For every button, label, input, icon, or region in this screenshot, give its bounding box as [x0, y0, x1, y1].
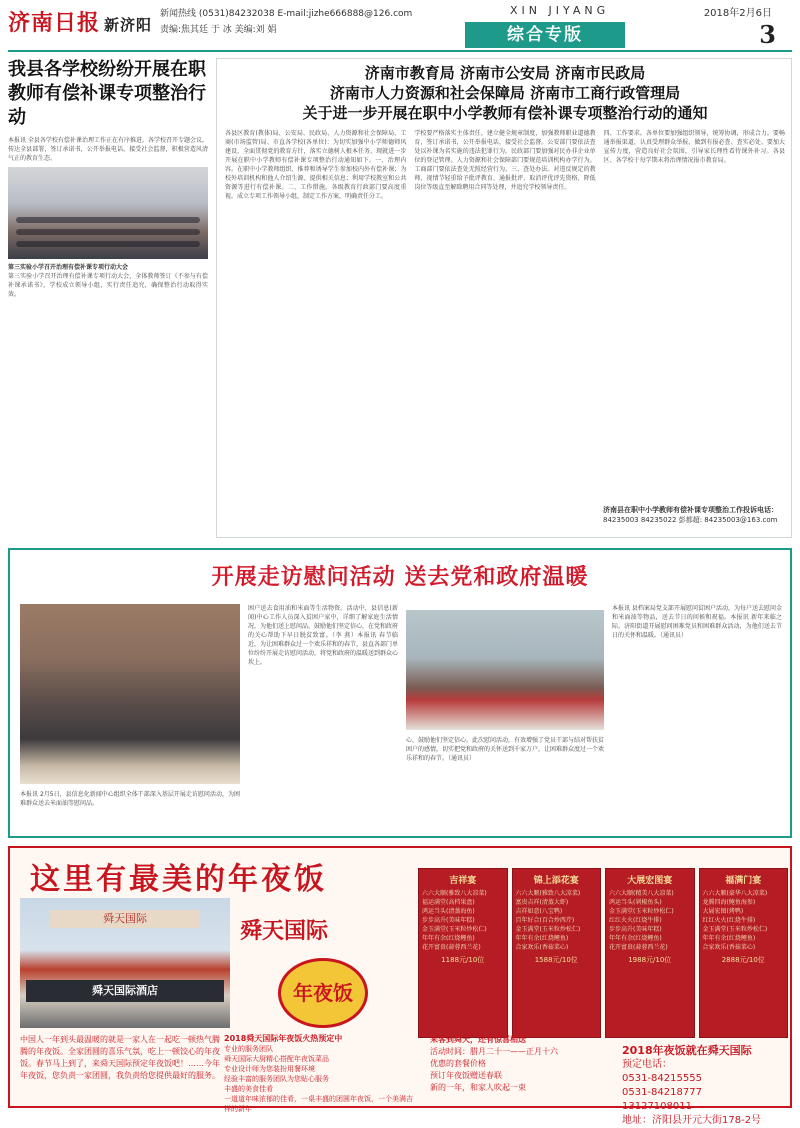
visit-section-title: 开展走访慰问活动 送去党和政府温暖 [211, 564, 589, 590]
menu-item: 花开富贵(蒜蓉西兰花) [422, 944, 481, 951]
ad-feature-list [224, 1034, 414, 1114]
page-header [0, 0, 800, 50]
menu-item: 金玉满堂(玉米粒炒松仁) [422, 926, 487, 933]
menu-item: 花开富贵(蒜蓉西兰花) [609, 944, 668, 951]
menu-card [699, 868, 789, 1038]
menu-item: 金玉满堂(玉米粒炒松仁) [702, 926, 768, 933]
left-article-body-2: 第三实验小学召开治理有偿补课专项行动大会，全体教师签订《不参与有偿补课承诺书》，学校成立领导小组，实行责任追究，确保整治行动取得实效。 [8, 273, 208, 298]
ad-contact-title: 2018年夜饭就在舜天国际 [622, 1044, 752, 1057]
menu-name: 吉祥宴 [449, 876, 477, 886]
left-article [8, 58, 208, 538]
visit-photo-group [20, 604, 240, 784]
menu-item: 百年好合(百合炒西芹) [515, 917, 575, 924]
visit-photo-home [406, 610, 604, 730]
menu-item: 鸿运当头(剁椒鱼头) [609, 899, 662, 906]
menu-item: 年年有余(红烧鲤鱼) [702, 935, 756, 942]
ad-promo-item: 活动时间：腊月二十一——正月十六 [430, 1047, 558, 1056]
meeting-photo [8, 167, 208, 259]
hotel-photo [20, 898, 230, 1028]
notice-columns [225, 129, 785, 529]
visit-section [8, 548, 792, 838]
menu-item: 鸿运当头(清蒸海鱼) [422, 908, 475, 915]
menu-name: 锦上添花宴 [533, 876, 579, 886]
ad-promo-item: 优惠的套餐价格 [430, 1059, 486, 1068]
ad-list-item: 专业的服务团队 [224, 1045, 273, 1053]
menu-item: 步步高升(美味年糕) [609, 926, 662, 933]
ad-blurb: 中国人一年到头最温暖的就是一家人在一起吃一顿热气腾腾的年夜饭。全家团圆的喜乐气氛，吃上一顿饺心的年夜饭。春节马上到了，来舜天国际预定年夜饭吧！……今年年夜饭，您负责一家团圆，我负责给您提供最好的服务。 [20, 1035, 220, 1080]
visit-column: 困户送去食用油和米面等生活物资。活动中，县信息(新闻)中心工作人员深入贫困户家中，详细了解家庭生活情况，为他们送上慰问品，鼓励他们坚定信心，在党和政府的关心帮助下早日脱贫致富。（李 燕）本报讯 春节临近，为让困难群众过一个欢乐祥和的春节，县直各部门单位纷纷开展走访慰问活动，将党和政府的温暖送到群众心坎上。 [248, 605, 399, 666]
audience-row [16, 241, 200, 247]
menu-item: 富贵吉祥(清蒸大虾) [515, 899, 569, 906]
left-article-body: 本报讯 全县各学校有偿补课治理工作正在有序推进。各学校召开专题会议，传达全县部署，签订承诺书，公开举报电话，接受社会监督，积极营造风清气正的教育生态。 [8, 137, 208, 162]
menu-item: 合家欢乐(香菇菜心) [515, 944, 569, 951]
new-year-dinner-ad [8, 846, 792, 1126]
hotel-sign-top: 舜天国际 [50, 910, 200, 928]
nianyefan-badge: 年夜饭 [278, 958, 368, 1028]
complaint-phone: 84235003 84235022 彭都超: 84235003@163.com [603, 516, 778, 524]
menu-item: 六六大顺(雅致八大凉菜) [422, 890, 487, 897]
visit-column: 本报讯 县档案局党支部开展慰问贫困户活动，为每户送去慰问金和米面油等物品，送去节日的问候和祝福。本报讯 新年来临之际，济阳街道开展慰问困难党员和困难群众活动，为他们送去节日的关怀和温暖。（通讯员） [612, 605, 782, 639]
issue-date: 2018年2月6日 [703, 8, 772, 19]
menu-name: 福满门宴 [725, 876, 762, 886]
notice-column: 学校要严格落实主体责任，建立健全规章制度，加强教师职业道德教育，签订承诺书，公开举报电话，接受社会监督。公安部门要依法查处以补课为名实施的违法犯罪行为。民政部门要加强对民办非企业单位的登记管理。人力资源和社会保障部门要规范培训机构办学行为。工商部门要依法查处无照经营行为。三、查处办法。对违反规定的教师，视情节轻重给予批评教育、通报批评、取消评优评先资格、降低岗位等级直至解除聘用合同等处理，并追究学校领导责任。 [414, 130, 596, 191]
header-info [160, 6, 412, 38]
menu-item: 吉祥如意(八宝鸭) [515, 908, 563, 915]
notice-title-line1: 济南市教育局 济南市公安局 济南市民政局 [364, 64, 646, 82]
page-number: 3 [759, 20, 776, 49]
ad-address: 地址：济阳县开元大街178-2号 [622, 1115, 762, 1126]
menu-price: 1988元/10位 [628, 956, 672, 964]
menu-item: 龙腾四海(鲍鱼海参) [702, 899, 756, 906]
menu-price: 1188元/10位 [441, 956, 485, 964]
menu-item: 红红火火(红烧牛排) [702, 917, 756, 924]
notice-title-line3: 关于进一步开展在职中小学教师有偿补课专项整治行动的通知 [302, 104, 708, 122]
hotline: 新闻热线 (0531)84232038 E-mail:jizhe666888@126.com [160, 9, 413, 19]
menu-item: 金玉满堂(玉米粒炒松仁) [609, 908, 674, 915]
visit-column: 心，鼓励他们坚定信心。此次慰问活动，有效增强了党员干部与结对帮扶贫困户的感情，切实把党和政府的关怀送到千家万户，让困难群众度过一个欢乐祥和的春节。（通讯员） [406, 737, 605, 762]
menu-item: 年年有余(红烧鲤鱼) [515, 935, 569, 942]
visit-photo-caption: 本报讯 2月5日，县信息化新闻中心组织全体干部深入基层开展走访慰问活动，为困难群众送去米面油等慰问品。 [20, 791, 240, 807]
audience-row [16, 217, 200, 223]
notice-column: 四、工作要求。各单位要加强组织领导，统筹协调，形成合力。要畅通举报渠道，认真受理群众举报，做到有报必查、查实必处。要加大宣传力度，营造良好社会氛围，引导家长理性看待课外补习。各县区、各学校于每学期末将治理情况报市教育局。 [603, 130, 785, 164]
menu-card [512, 868, 602, 1038]
menu-card [418, 868, 508, 1038]
ad-promo-item: 新的一年，和家人吹起一束 [430, 1083, 526, 1092]
menu-price: 2888元/10位 [721, 956, 765, 964]
ad-promo-item: 预订年夜饭赠送春联 [430, 1071, 502, 1080]
menu-item: 大展宏图(烤鸭) [702, 908, 744, 915]
header-divider [8, 50, 792, 52]
ad-list-title: 2018舜天国际年夜饭火热预定中 [224, 1034, 343, 1043]
ad-list-item: 经验丰富的服务团队为您贴心服务 [224, 1075, 329, 1083]
audience-row [16, 229, 200, 235]
menu-item: 金玉满堂(玉米粒炒松仁) [515, 926, 581, 933]
menu-price: 1588元/10位 [534, 956, 578, 964]
ad-phone-label: 预定电话： [622, 1059, 672, 1070]
pinyin-label: XIN JIYANG [510, 4, 610, 17]
brand-logo: 舜天国际 [240, 918, 329, 944]
menu-item: 福运满堂(高档果盘) [422, 899, 475, 906]
ad-headline: 这里有最美的年夜饭 [30, 862, 327, 897]
ad-phone: 0531-84218777 [622, 1087, 702, 1098]
notice-title-line2: 济南市人力资源和社会保障局 济南市工商行政管理局 [329, 84, 681, 102]
menu-item: 红红火火(红烧牛排) [609, 917, 662, 924]
ad-list-item: 舜天国际大厨精心搭配年夜饭菜品 [224, 1055, 329, 1063]
photo-caption: 第三实验小学召开治理有偿补课专项行动大会 [8, 264, 129, 271]
editors: 责编:焦其廷 于 冰 美编:刘 娟 [160, 25, 277, 35]
ad-phone: 13127108011 [622, 1101, 692, 1112]
ad-promo-title: 来客到舜天，还有惊喜相送 [430, 1035, 526, 1044]
complaint-label: 济南县在职中小学教师有偿补课专项整治工作投诉电话： [603, 506, 778, 514]
menu-item: 合家欢乐(香菇菜心) [702, 944, 756, 951]
ad-contact [622, 1044, 784, 1128]
ad-list-item: 一道道年味浓郁的佳肴，一桌丰盛的团圆年夜饭，一个美满吉祥的新年 [224, 1095, 413, 1113]
menu-item: 步步高升(美味年糕) [422, 917, 475, 924]
masthead-title: 济南日报 [8, 10, 101, 36]
notice-column: 各县区教育(教体)局、公安局、民政局、人力资源和社会保障局、工商(市场监管)局、市直各学校(各单位)：为切实加强中小学师德师风建设，全面贯彻党的教育方针，落实立德树人根本任务，现就进一步开展在职中小学教师有偿补课专项整治行动通知如下。一、治理内容。在职中小学教师组织、推荐和诱导学生参加校内外有偿补课；为校外培训机构和他人介绍生源、提供相关信息；利用学校教室和公共资源等进行有偿补课。二、工作措施。各级教育行政部门要高度重视，成立专项工作领导小组，制定工作方案，明确责任分工。 [225, 130, 407, 200]
menu-list [418, 868, 788, 1038]
section-title: 综合专版 [465, 22, 625, 48]
masthead [8, 6, 152, 37]
menu-name: 大展宏图宴 [627, 876, 673, 886]
menu-item: 年年有余(红烧鲤鱼) [609, 935, 662, 942]
menu-item: 六六大顺(精美八大凉菜) [609, 890, 674, 897]
menu-item: 六六大顺(雅致八大凉菜) [515, 890, 581, 897]
ad-list-item: 丰盛的美食佳肴 [224, 1085, 273, 1093]
ad-list-item: 专业设计师为您装扮用餐环境 [224, 1065, 315, 1073]
menu-item: 年年有余(红烧鲤鱼) [422, 935, 475, 942]
menu-card [605, 868, 695, 1038]
hotel-sign: 舜天国际酒店 [26, 980, 224, 1002]
menu-item: 六六大顺(豪华八大凉菜) [702, 890, 768, 897]
notice-title [217, 63, 793, 123]
ad-promo-list [430, 1034, 610, 1094]
notice-box [216, 58, 792, 538]
masthead-subtitle: 新济阳 [104, 16, 153, 34]
complaint-contact [603, 505, 787, 525]
ad-phone: 0531-84215555 [622, 1073, 702, 1084]
left-article-title: 我县各学校纷纷开展在职教师有偿补课专项整治行动 [8, 59, 206, 128]
